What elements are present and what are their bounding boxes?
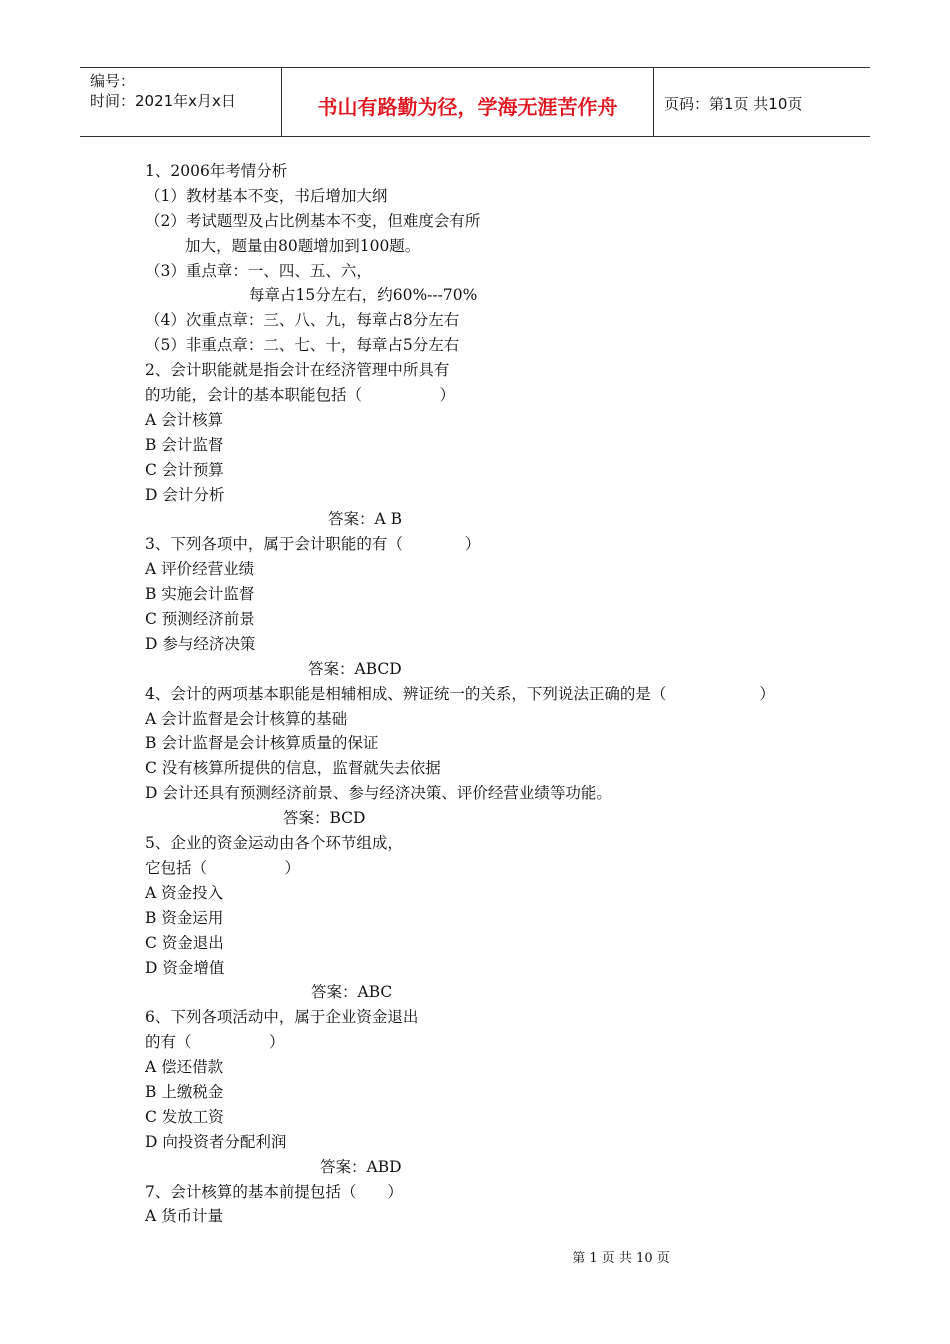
document-time-label: 时间：2021年x月x日 xyxy=(90,92,236,110)
option-line: D 资金增值 xyxy=(145,958,225,977)
page-footer xyxy=(0,1247,950,1266)
option-line: B 会计监督是会计核算质量的保证 xyxy=(145,734,379,753)
option-line: A 评价经营业绩 xyxy=(145,560,255,579)
question-line: 7、会计核算的基本前提包括（ ） xyxy=(145,1182,403,1201)
header-page-number: 页码：第1页 共10页 xyxy=(664,95,803,113)
document-number-label: 编号： xyxy=(90,72,136,90)
option-line: B 上缴税金 xyxy=(145,1082,224,1101)
option-line: C 预测经济前景 xyxy=(145,610,255,629)
body-line: 每章占15分左右，约60%---70% xyxy=(249,286,478,305)
body-line: （4）次重点章：三、八、九，每章占8分左右 xyxy=(145,311,460,330)
answer-line: 答案：A B xyxy=(328,510,403,529)
question-line: 它包括（ ） xyxy=(145,858,301,877)
body-line: （1）教材基本不变，书后增加大纲 xyxy=(145,186,388,205)
option-line: B 会计监督 xyxy=(145,435,224,454)
option-line: D 会计还具有预测经济前景、参与经济决策、评价经营业绩等功能。 xyxy=(145,784,612,803)
option-line: B 实施会计监督 xyxy=(145,585,255,604)
answer-line: 答案：ABD xyxy=(320,1157,402,1176)
document-body xyxy=(145,159,845,1229)
option-line: D 向投资者分配利润 xyxy=(145,1132,287,1151)
answer-line: 答案：BCD xyxy=(283,809,366,828)
option-line: A 货币计量 xyxy=(145,1207,224,1226)
document-header xyxy=(80,67,870,137)
option-line: D 参与经济决策 xyxy=(145,634,256,653)
option-line: A 资金投入 xyxy=(145,883,224,902)
body-line: （2）考试题型及占比例基本不变，但难度会有所 xyxy=(145,211,481,230)
question-line: 的有（ ） xyxy=(145,1033,285,1052)
option-line: A 会计核算 xyxy=(145,410,224,429)
section-title: 1、2006年考情分析 xyxy=(145,162,288,180)
header-motto-cell xyxy=(282,68,654,136)
body-line: 加大，题量由80题增加到100题。 xyxy=(185,236,421,255)
answer-line: 答案：ABCD xyxy=(308,659,402,678)
question-line: 5、企业的资金运动由各个环节组成， xyxy=(145,834,403,853)
header-meta-cell xyxy=(80,68,282,136)
option-line: A 偿还借款 xyxy=(145,1058,224,1077)
option-line: C 资金退出 xyxy=(145,933,224,952)
option-line: C 会计预算 xyxy=(145,460,224,479)
option-line: A 会计监督是会计核算的基础 xyxy=(145,709,348,728)
footer-page-number: 第 1 页 共 10 页 xyxy=(572,1251,670,1266)
answer-line: 答案：ABC xyxy=(311,983,393,1002)
question-line: 6、下列各项活动中，属于企业资金退出 xyxy=(145,1008,419,1027)
question-line: 4、会计的两项基本职能是相辅相成、辨证统一的关系，下列说法正确的是（ ） xyxy=(145,684,775,703)
option-line: D 会计分析 xyxy=(145,485,225,504)
body-line: （3）重点章：一、四、五、六， xyxy=(145,261,372,280)
option-line: C 没有核算所提供的信息，监督就失去依据 xyxy=(145,759,441,778)
option-line: B 资金运用 xyxy=(145,908,224,927)
question-line: 的功能，会计的基本职能包括（ ） xyxy=(145,386,456,405)
question-line: 3、下列各项中，属于会计职能的有（ ） xyxy=(145,535,481,554)
option-line: C 发放工资 xyxy=(145,1107,224,1126)
body-line: （5）非重点章：二、七、十，每章占5分左右 xyxy=(145,336,460,355)
header-page-cell xyxy=(654,68,870,136)
question-line: 2、会计职能就是指会计在经济管理中所具有 xyxy=(145,361,450,380)
header-motto: 书山有路勤为径，学海无涯苦作舟 xyxy=(317,95,618,119)
